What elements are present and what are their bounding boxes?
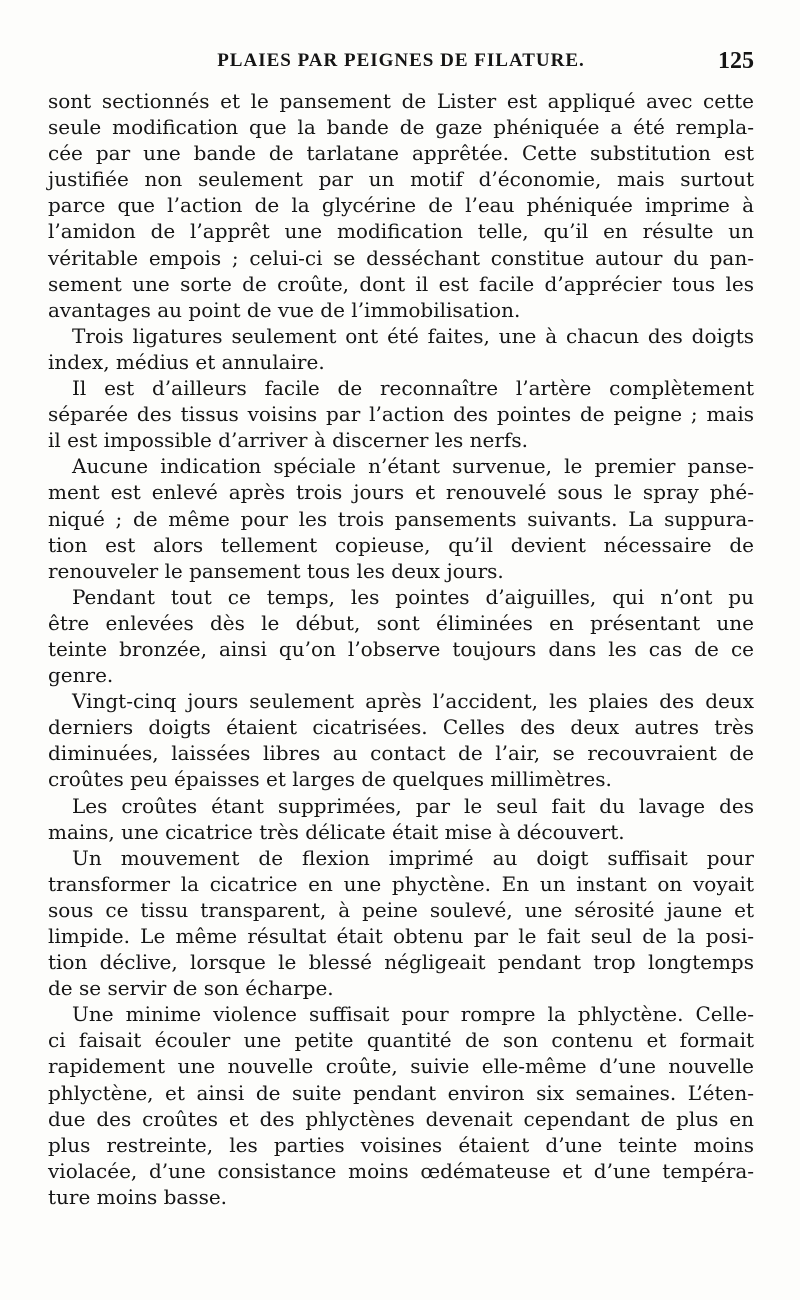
paragraph-line: diminuées, laissées libres au contact de l’air, se recouvraient de	[48, 741, 754, 766]
paragraph-first-line: sont sectionnés et le pansement de Lister est appliqué avec cette	[48, 89, 754, 113]
paragraph-line: cée par une bande de tarlatane apprêtée. Cette substitution est	[48, 141, 754, 166]
paragraph-first-line: Il est d’ailleurs facile de reconnaître l’artère complètement	[72, 376, 754, 401]
paragraph-line: plus restreinte, les parties voisines étaient d’une teinte moins	[48, 1132, 754, 1157]
paragraph-line: teinte bronzée, ainsi qu’on l’observe toujours dans les cas de ce	[48, 636, 754, 661]
paragraph-line: il est impossible d’arriver à discerner les nerfs.	[48, 428, 528, 453]
paragraph-first-line: Vingt-cinq jours seulement après l’accident, les plaies des deux	[72, 689, 754, 714]
paragraph-line: tion déclive, lorsque le blessé négligeait pendant trop longtemps	[48, 950, 754, 975]
paragraph-first-line: Aucune indication spéciale n’étant survenue, le premier panse-	[72, 454, 754, 479]
paragraph-line: derniers doigts étaient cicatrisées. Celles des deux autres très	[48, 715, 754, 740]
paragraph-line: index, médius et annulaire.	[48, 349, 325, 374]
paragraph-line: être enlevées dès le début, sont éliminées en présentant une	[48, 610, 754, 635]
paragraph-line: niqué ; de même pour les trois pansements suivants. La suppura-	[48, 506, 754, 531]
paragraph-line: justifiée non seulement par un motif d’économie, mais surtout	[48, 167, 754, 192]
paragraph-line: seule modification que la bande de gaze phéniquée a été rempla-	[48, 115, 754, 140]
page-number: 125	[718, 48, 754, 74]
paragraph-line: renouveler le pansement tous les deux jours.	[48, 558, 504, 583]
paragraph-line: due des croûtes et des phlyctènes devenait cependant de plus en	[48, 1106, 754, 1131]
paragraph-line: avantages au point de vue de l’immobilisation.	[48, 297, 521, 322]
paragraph-line: tion est alors tellement copieuse, qu’il devient nécessaire de	[48, 532, 754, 557]
paragraph-line: ci faisait écouler une petite quantité de son contenu et formait	[48, 1028, 754, 1053]
paragraph-line: transformer la cicatrice en une phyctène. En un instant on voyait	[48, 871, 754, 896]
paragraph-line: limpide. Le même résultat était obtenu par le fait seul de la posi-	[48, 924, 754, 948]
paragraph-line: croûtes peu épaisses et larges de quelques millimètres.	[48, 767, 612, 792]
paragraph-line: séparée des tissus voisins par l’action des pointes de peigne ; mais	[48, 402, 754, 427]
paragraph-first-line: Les croûtes étant supprimées, par le seul fait du lavage des	[72, 793, 754, 818]
paragraph-line: ment est enlevé après trois jours et renouvelé sous le spray phé-	[48, 480, 754, 505]
paragraph-line: genre.	[48, 663, 114, 688]
paragraph-line: ture moins basse.	[48, 1184, 228, 1209]
paragraph-first-line: Trois ligatures seulement ont été faites, une à chacun des doigts	[72, 323, 754, 348]
paragraph-line: véritable empois ; celui-ci se desséchant constitue autour du pan-	[48, 245, 754, 270]
body-text	[48, 88, 754, 1210]
paragraph-line: l’amidon de l’apprêt une modification telle, qu’il en résulte un	[48, 219, 754, 244]
paragraph-line: phlyctène, et ainsi de suite pendant environ six semaines. L’éten-	[48, 1080, 754, 1105]
paragraph-first-line: Pendant tout ce temps, les pointes d’aiguilles, qui n’ont pu	[72, 584, 754, 609]
paragraph-line: sous ce tissu transparent, à peine soulevé, une sérosité jaune et	[48, 897, 754, 922]
running-head	[48, 50, 754, 80]
paragraph-line: rapidement une nouvelle croûte, suivie elle-même d’une nouvelle	[48, 1054, 754, 1079]
paragraph-line: mains, une cicatrice très délicate était mise à découvert.	[48, 819, 625, 844]
paragraph-line: sement une sorte de croûte, dont il est facile d’apprécier tous les	[48, 271, 754, 296]
paragraph-first-line: Un mouvement de flexion imprimé au doigt suffisait pour	[72, 845, 754, 870]
running-title: PLAIES PAR PEIGNES DE FILATURE.	[217, 50, 585, 71]
paragraph-line: parce que l’action de la glycérine de l’eau phéniquée imprime à	[48, 193, 754, 218]
paragraph-first-line: Une minime violence suffisait pour rompre la phlyctène. Celle-	[72, 1002, 754, 1027]
paragraph-line: de se servir de son écharpe.	[48, 976, 334, 1001]
paragraph-line: violacée, d’une consistance moins œdémateuse et d’une tempéra-	[48, 1158, 754, 1183]
